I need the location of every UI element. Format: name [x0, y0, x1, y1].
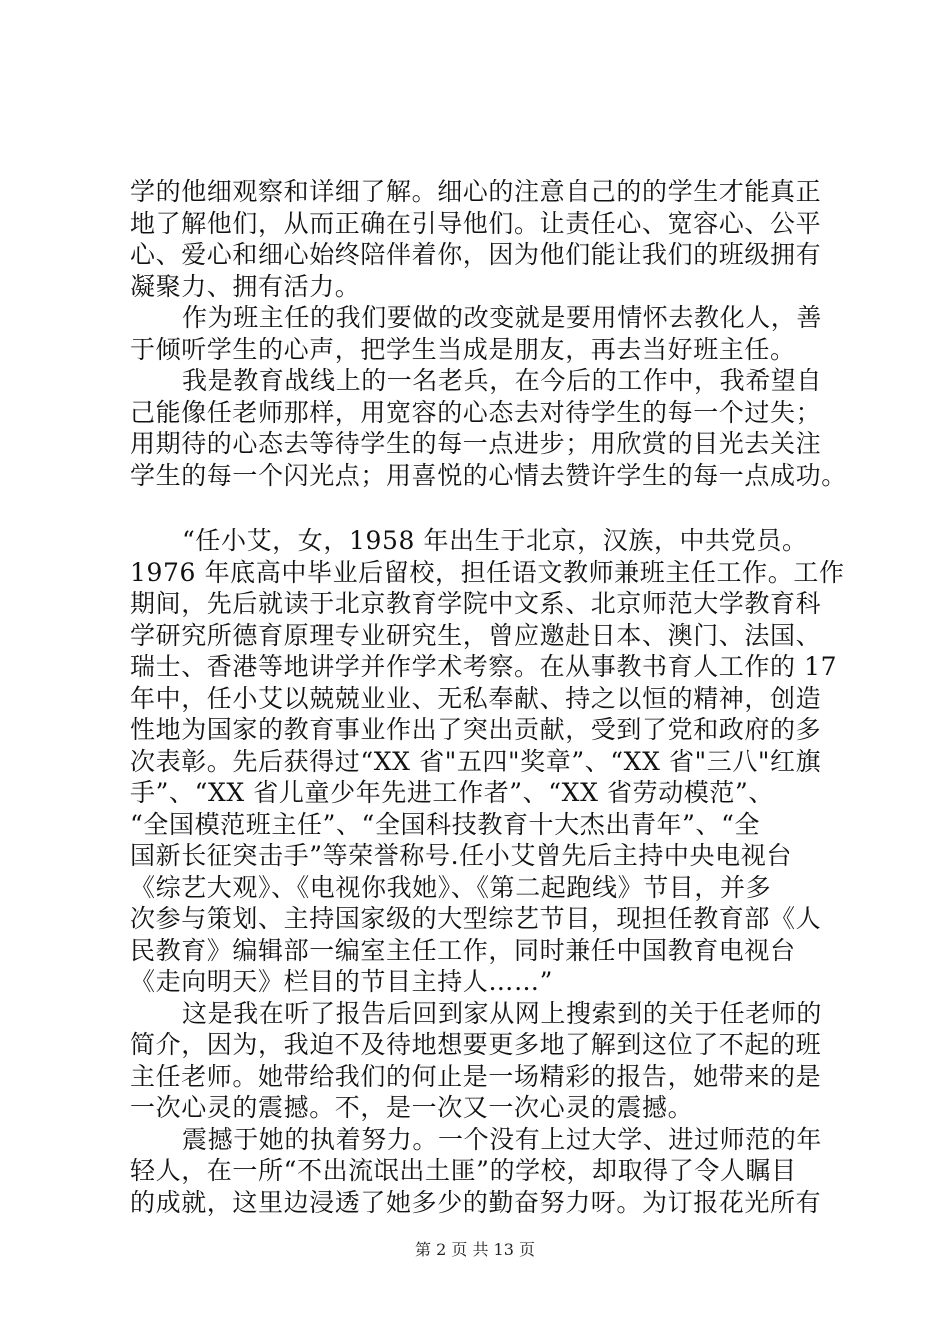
- text-line: 心、爱心和细心始终陪伴着你，因为他们能让我们的班级拥有: [130, 240, 822, 269]
- text-line: 主任老师。她带给我们的何止是一场精彩的报告，她带来的是: [130, 1061, 822, 1091]
- text-line: 于倾听学生的心声，把学生当成是朋友，再去当好班主任。: [130, 334, 796, 364]
- text-line: 一次心灵的震撼。不，是一次又一次心灵的震撼。: [130, 1093, 694, 1122]
- text-line: 民教育》编辑部一编室主任工作，同时兼任中国教育电视台: [130, 935, 796, 965]
- text-line: 我是教育战线上的一名老兵，在今后的工作中，我希望自: [182, 366, 823, 395]
- text-line: 学研究所德育原理专业研究生，曾应邀赴日本、澳门、法国、: [130, 620, 822, 650]
- text-line: 次表彰。先后获得过“XX 省"五四"奖章”、“XX 省"三八"红旗: [130, 746, 822, 776]
- text-line: 国新长征突击手”等荣誉称号.任小艾曾先后主持中央电视台: [130, 841, 792, 870]
- text-line: 地了解他们，从而正确在引导他们。让责任心、宽容心、公平: [130, 208, 822, 238]
- text-line: 凝聚力、拥有活力。: [130, 271, 361, 301]
- text-line: 次参与策划、主持国家级的大型综艺节目，现担任教育部《人: [130, 904, 822, 933]
- text-line: 《走向明天》栏目的节目主持人……”: [130, 967, 553, 996]
- paragraph: [130, 998, 842, 1124]
- text-line: 简介，因为，我迫不及待地想要更多地了解到这位了不起的班: [130, 1030, 822, 1059]
- text-line: 这是我在听了报告后回到家从网上搜索到的关于任老师的: [182, 998, 823, 1028]
- text-line: 的成就，这里边浸透了她多少的勤奋努力呀。为订报花光所有: [130, 1187, 822, 1217]
- text-line: “任小艾，女，1958 年出生于北京，汉族，中共党员。: [182, 526, 808, 555]
- page-number-footer: 第 2 页 共 13 页: [415, 1240, 535, 1259]
- text-line: 手”、“XX 省儿童少年先进工作者”、“XX 省劳动模范”、: [130, 778, 774, 807]
- text-line: 性地为国家的教育事业作出了突出贡献，受到了党和政府的多: [130, 715, 822, 744]
- text-line: 作为班主任的我们要做的改变就是要用情怀去教化人，善: [182, 303, 823, 332]
- paragraph: [130, 176, 842, 302]
- text-line: 期间，先后就读于北京教育学院中文系、北京师范大学教育科: [130, 589, 822, 618]
- text-line: 年中，任小艾以兢兢业业、无私奉献、持之以恒的精神，创造: [130, 683, 822, 713]
- text-line: 《综艺大观》、《电视你我她》、《第二起跑线》节目，并多: [130, 872, 772, 902]
- quoted-biography: [130, 525, 845, 998]
- text-line: “全国模范班主任”、“全国科技教育十大杰出青年”、“全: [130, 809, 761, 839]
- text-line: 1976 年底高中毕业后留校，担任语文教师兼班主任工作。工作: [130, 557, 845, 587]
- paragraph-gap: [130, 491, 842, 525]
- text-line: 瑞士、香港等地讲学并作学术考察。在从事教书育人工作的 17: [130, 652, 838, 681]
- text-line: 学的他细观察和详细了解。细心的注意自己的的学生才能真正: [130, 177, 822, 206]
- text-line: 己能像任老师那样，用宽容的心态去对待学生的每一个过失；: [130, 397, 822, 427]
- paragraph: [130, 302, 842, 365]
- text-line: 震撼于她的执着努力。一个没有上过大学、进过师范的年: [182, 1124, 823, 1154]
- paragraph: [130, 365, 847, 491]
- document-body: [130, 176, 847, 1218]
- paragraph: [130, 1124, 842, 1219]
- text-line: 学生的每一个闪光点；用喜悦的心情去赞许学生的每一点成功。: [130, 460, 847, 490]
- text-line: 轻人，在一所“不出流氓出土匪”的学校，却取得了令人瞩目: [130, 1156, 797, 1185]
- text-line: 用期待的心态去等待学生的每一点进步；用欣赏的目光去关注: [130, 429, 822, 458]
